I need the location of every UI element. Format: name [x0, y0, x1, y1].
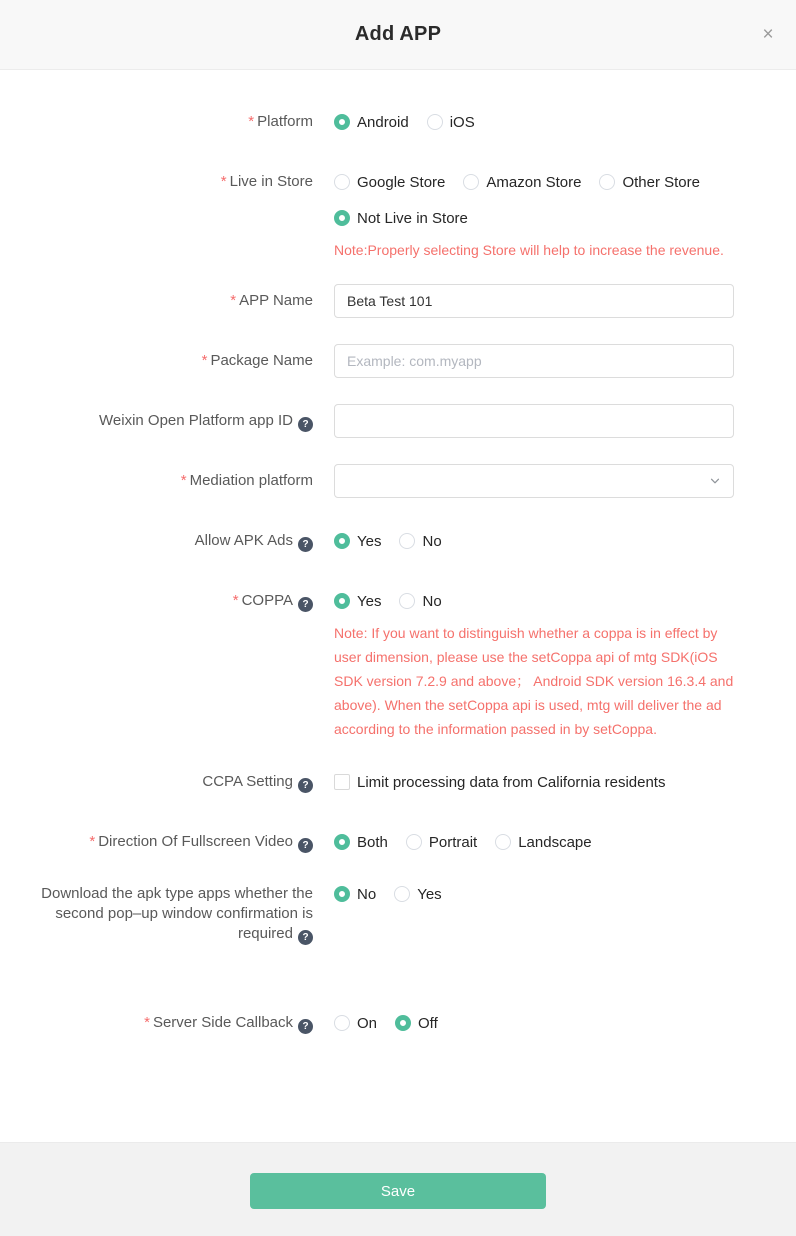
radio-label-callback-off: Off [418, 1014, 438, 1032]
radio-icon-android [334, 114, 350, 130]
dialog-title: Add APP [354, 23, 442, 45]
radio-icon-portrait [406, 834, 422, 850]
required-mark: * [220, 173, 227, 190]
live-in-store-label: * Live in Store [220, 173, 313, 190]
required-mark: * [230, 292, 237, 309]
radio-icon-ios [427, 114, 443, 130]
direction-fullscreen-video-label: * Direction Of Fullscreen Video ? [0, 831, 313, 853]
radio-label-both: Both [357, 833, 388, 851]
radio-label-download-yes: Yes [417, 885, 442, 903]
coppa-radio-group [334, 590, 734, 612]
radio-label-amazon-store: Amazon Store [486, 173, 582, 191]
radio-option-callback-on[interactable] [334, 1015, 377, 1032]
help-icon[interactable]: ? [298, 417, 313, 432]
app-name-input[interactable] [334, 284, 734, 318]
save-button[interactable]: Save [250, 1173, 546, 1209]
radio-option-download-yes[interactable] [394, 886, 441, 903]
radio-icon-callback-on [334, 1015, 350, 1031]
radio-option-callback-off[interactable] [395, 1015, 438, 1032]
radio-option-both[interactable] [334, 834, 388, 851]
apk-download-confirm-label: Download the apk type apps whether the second pop–up window confirmation is required ? [41, 885, 313, 943]
server-side-callback-label: * Server Side Callback ? [0, 1012, 313, 1034]
form-row-ccpa-setting [0, 771, 796, 793]
radio-icon-apk-ads-yes [334, 533, 350, 549]
form-row-app-name [0, 284, 796, 318]
ccpa-checkbox-label: Limit processing data from California residents [357, 773, 666, 791]
radio-option-not-live-in-store[interactable] [334, 210, 468, 227]
radio-icon-landscape [495, 834, 511, 850]
form-row-coppa [0, 590, 796, 741]
live-in-store-radio-group-row1 [334, 171, 734, 193]
radio-option-portrait[interactable] [406, 834, 477, 851]
radio-icon-both [334, 834, 350, 850]
form-row-weixin-app-id [0, 404, 796, 438]
package-name-input[interactable] [334, 344, 734, 378]
required-mark: * [248, 113, 255, 130]
form-row-live-in-store [0, 171, 796, 262]
radio-icon-other-store [599, 174, 615, 190]
help-icon[interactable]: ? [298, 838, 313, 853]
close-icon[interactable]: × [762, 23, 774, 45]
form-row-package-name [0, 344, 796, 378]
mediation-platform-label: * Mediation platform [180, 472, 313, 489]
radio-icon-coppa-yes [334, 593, 350, 609]
radio-icon-callback-off [395, 1015, 411, 1031]
app-name-label: * APP Name [230, 292, 313, 309]
radio-icon-coppa-no [399, 593, 415, 609]
radio-option-coppa-yes[interactable] [334, 593, 381, 610]
server-side-callback-radio-group [334, 1012, 734, 1034]
radio-icon-amazon-store [463, 174, 479, 190]
coppa-label: * COPPA ? [0, 590, 313, 612]
help-icon[interactable]: ? [298, 537, 313, 552]
required-mark: * [144, 1014, 150, 1031]
radio-label-not-live-in-store: Not Live in Store [357, 209, 468, 227]
form-row-allow-apk-ads [0, 530, 796, 552]
radio-icon-download-no [334, 886, 350, 902]
help-icon[interactable]: ? [298, 778, 313, 793]
radio-label-portrait: Portrait [428, 833, 478, 851]
dialog-body [0, 70, 796, 1142]
form-row-apk-download-confirm [0, 884, 796, 945]
dialog-footer [0, 1142, 796, 1236]
allow-apk-ads-radio-group [334, 530, 734, 552]
live-in-store-radio-group-row2 [334, 207, 734, 229]
radio-label-apk-ads-yes: Yes [357, 532, 382, 550]
radio-option-apk-ads-yes[interactable] [334, 533, 381, 550]
form-row-server-side-callback [0, 1012, 796, 1034]
required-mark: * [201, 352, 208, 369]
radio-option-amazon-store[interactable] [463, 174, 581, 191]
radio-label-google-store: Google Store [357, 173, 446, 191]
coppa-note: Note: If you want to distinguish whether a coppa is in effect by user dimension, please use the setCoppa api of mtg SDK(iOS SDK version 7.2.9 and above； Android SDK version 16.3.4 and above). When the setCoppa api is used, mtg will deliver the ad according to the information passed in by setCoppa. [334, 625, 734, 737]
radio-option-ios[interactable] [427, 114, 475, 131]
form-row-platform [0, 111, 796, 133]
radio-label-other-store: Other Store [622, 173, 700, 191]
radio-option-android[interactable] [334, 114, 409, 131]
radio-option-coppa-no[interactable] [399, 593, 441, 610]
chevron-down-icon [709, 475, 721, 487]
radio-label-callback-on: On [357, 1014, 378, 1032]
help-icon[interactable]: ? [298, 1019, 313, 1034]
radio-label-download-no: No [357, 885, 377, 903]
form-row-mediation-platform [0, 464, 796, 498]
weixin-app-id-input[interactable] [334, 404, 734, 438]
radio-option-landscape[interactable] [495, 834, 591, 851]
ccpa-checkbox-option[interactable] [334, 774, 665, 791]
mediation-platform-select[interactable] [334, 464, 734, 498]
radio-option-download-no[interactable] [334, 886, 376, 903]
radio-icon-google-store [334, 174, 350, 190]
required-mark: * [232, 592, 239, 609]
radio-label-apk-ads-no: No [422, 532, 442, 550]
radio-option-google-store[interactable] [334, 174, 445, 191]
radio-label-coppa-yes: Yes [357, 592, 382, 610]
radio-option-other-store[interactable] [599, 174, 700, 191]
platform-label: * Platform [248, 113, 313, 130]
allow-apk-ads-label: Allow APK Ads ? [0, 530, 313, 552]
form-row-direction-fullscreen-video [0, 831, 796, 853]
radio-label-landscape: Landscape [518, 833, 592, 851]
radio-icon-not-live-in-store [334, 210, 350, 226]
help-icon[interactable]: ? [298, 930, 313, 945]
required-mark: * [89, 833, 96, 850]
ccpa-checkbox-row [334, 771, 734, 793]
radio-label-ios: iOS [449, 113, 475, 131]
help-icon[interactable]: ? [298, 597, 313, 612]
radio-icon-apk-ads-no [399, 533, 415, 549]
package-name-label: * Package Name [201, 352, 313, 369]
apk-download-confirm-radio-group [334, 883, 734, 905]
radio-label-coppa-no: No [422, 592, 442, 610]
live-in-store-note: Note:Properly selecting Store will help to increase the revenue. [334, 242, 724, 258]
checkbox-icon-ccpa [334, 774, 350, 790]
ccpa-setting-label: CCPA Setting ? [0, 771, 313, 793]
required-mark: * [180, 472, 187, 489]
radio-icon-download-yes [394, 886, 410, 902]
radio-option-apk-ads-no[interactable] [399, 533, 441, 550]
platform-radio-group [334, 111, 734, 133]
weixin-app-id-label: Weixin Open Platform app ID ? [0, 404, 313, 438]
radio-label-android: Android [357, 113, 409, 131]
direction-radio-group [334, 831, 734, 853]
dialog-header [0, 0, 796, 70]
